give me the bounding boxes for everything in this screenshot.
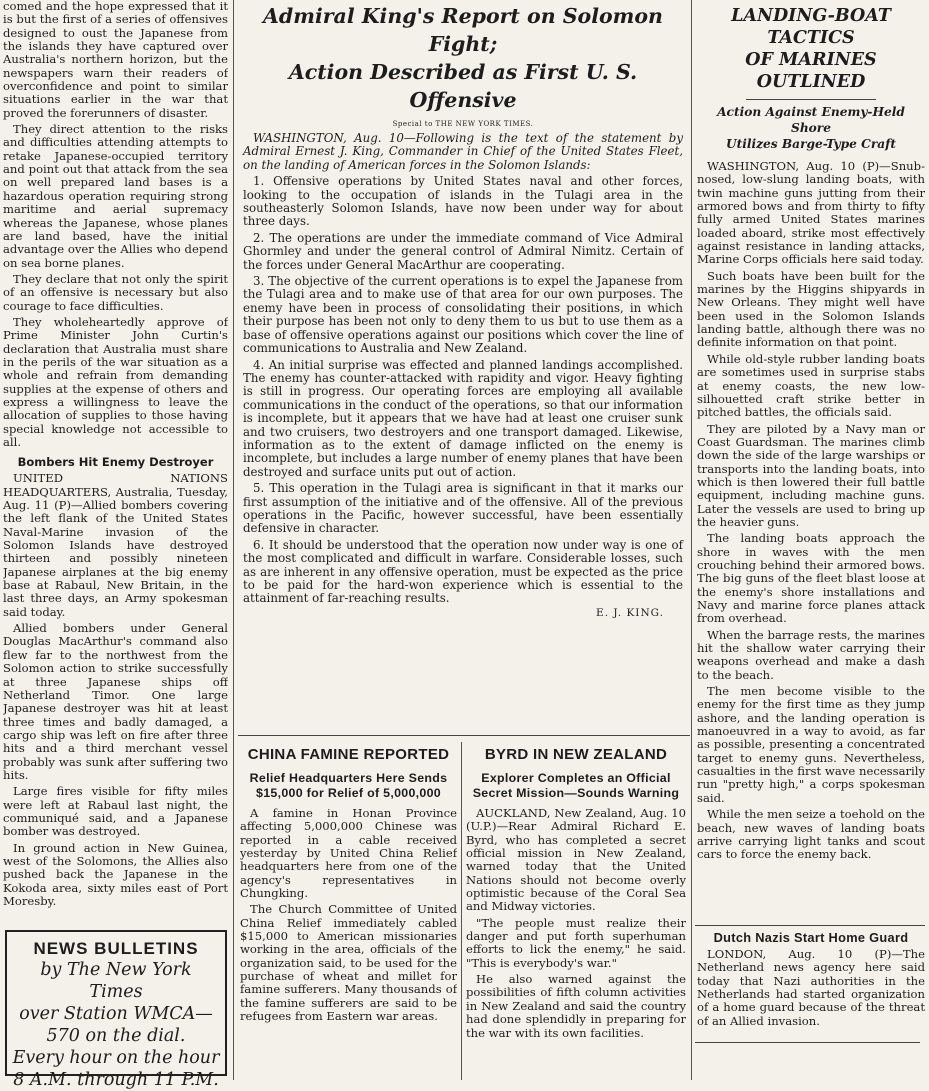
byrd-article-body	[466, 807, 686, 1040]
horizontal-rule	[695, 925, 925, 926]
paragraph: While the men seize a toehold on the beach, new waves of landing boats arrive carrying light tanks and scout cars to force the enemy back.	[697, 807, 925, 862]
bulletin-line: by The New York Times	[40, 960, 192, 1002]
horizontal-rule	[238, 735, 690, 736]
paragraph: A famine in Honan Province affecting 5,000,000 Chinese was reported in a cable received yesterday by United China Relief headquarters here from one of the agency's representatives in Chungking.	[240, 806, 457, 901]
numbered-point: 2. The operations are under the immediate command of Vice Admiral Ghormley and under the general control of Admiral Nimitz. Certain of the forces under General MacArthur are cooperating.	[243, 230, 683, 272]
landing-headline-2: OF MARINES OUTLINED	[745, 50, 877, 92]
landing-article-body	[697, 160, 925, 862]
paragraph: Such boats have been built for the marines by the Higgins shipyards in New Orleans. They might well have been used in the Solomon Islands landing battle, although there was no definite information on that point.	[697, 268, 925, 350]
king-headline-1: Admiral King's Report on Solomon Fight;	[263, 4, 663, 56]
left-column	[3, 0, 228, 928]
bulletin-line: 8 A.M. through 11 P.M.	[13, 1070, 219, 1090]
bulletin-title: NEWS BULLETINS	[33, 939, 199, 958]
landing-headline-1: LANDING-BOAT TACTICS	[731, 6, 891, 48]
paragraph: comed and the hope expressed that it is but the first of a series of offensives designed to oust the Japanese from the islands they have captured over Australia's northern horizon, but the newspapers warn their readers of overconfidence and point to similar situations earlier in the war that proved the forerunners of disaster.	[3, 0, 228, 120]
news-bulletins-box	[5, 930, 227, 1090]
paragraph: He also warned against the possibilities of fifth column activities in New Zealand and said the country had done splendidly in preparing for the war with its own facilities.	[466, 972, 686, 1040]
headline-rule	[746, 99, 876, 100]
horizontal-rule	[695, 1042, 920, 1043]
paragraph: "The people must realize their danger and put forth superhuman efforts to lick the enemy," he said. "This is everybody's war."	[466, 915, 686, 970]
china-headline: CHINA FAMINE REPORTED	[247, 746, 450, 763]
king-report-article	[240, 0, 686, 730]
paragraph: The men become visible to the enemy for the first time as they jump ashore, and the landing operation is manoeuvred in a way to avoid, as far as possible, presenting a concentrated target to enemy guns. Nevertheless, casualties in the first wave necessarily run "pretty high," a corps spokesman said.	[697, 684, 925, 805]
special-dispatch-line: Special to THE NEW YORK TIMES.	[392, 120, 534, 128]
paragraph: They wholeheartedly approve of Prime Minister John Curtin's declaration that Australia must share in the perils of the war situation as a whole and refrain from demanding supplies at the expense of others and express a willingness to leave the allocation of supplies to those having special knowledge not accessible to all.	[3, 314, 228, 449]
numbered-point: 6. It should be understood that the operation now under way is one of the most complicated and difficult in warfare. Considerable losses, such as are inherent in any offensive operation, must be expected as the price to be paid for the hard-won experience which is essential to the attainment of far-reaching results.	[243, 537, 683, 606]
paragraph: They are piloted by a Navy man or Coast Guardsman. The marines climb down the side of the large warships or transports into the landing boats, into which is then lowered their full battle equipment, including machine guns. Later the vessels are used to bring up the heavier guns.	[697, 421, 925, 529]
china-famine-article	[240, 742, 457, 1078]
dutch-article-body	[697, 948, 925, 1028]
bulletin-line: Every hour on the hour	[12, 1048, 220, 1068]
paragraph: When the barrage rests, the marines hit the shallow water carrying their weapons overhead and make a dash to the beach.	[697, 627, 925, 682]
bulletin-line: over Station WMCA—	[19, 1004, 213, 1024]
china-article-body	[240, 807, 457, 1024]
paragraph: UNITED NATIONS HEADQUARTERS, Australia, Tuesday, Aug. 11 (P)—Allied bombers covering the left flank of the United States Naval-Marine invasion of the Solomon Islands have destroyed thirteen and possibly nineteen Japanese airplanes at the big enemy base at Rabaul, New Britain, in the last three days, an Army spokesman said today.	[3, 471, 228, 619]
bombers-subhead: Bombers Hit Enemy Destroyer	[17, 455, 214, 470]
column-rule-mid-bottom	[461, 742, 462, 1080]
bulletin-line: 570 on the dial.	[46, 1026, 186, 1046]
byrd-headline: BYRD IN NEW ZEALAND	[484, 746, 668, 763]
king-headline-2: Action Described as First U. S. Offensive	[288, 60, 638, 112]
paragraph: They direct attention to the risks and difficulties attending attempts to retake Japanese-occupied territory and point out that attack from the sea on well prepared land bases is a hazardous operation requiring strong maritime and aerial supremacy whereas the Japanese, whose planes are land based, have the initial advantage over the Allies who depend on sea borne planes.	[3, 122, 228, 270]
landing-subhead-2: Utilizes Barge-Type Craft	[725, 137, 897, 151]
paragraph: WASHINGTON, Aug. 10 (P)—Snub-nosed, low-slung landing boats, with twin machine guns jutting from their armored bows and from thirty to fifty fully armed United States marines loaded aboard, strike most effectively against resistance in landing attacks, Marine Corps officials here said today.	[697, 159, 925, 267]
numbered-point: 5. This operation in the Tulagi area is significant in that it marks our first assumption of the initiative and of the offensive. All of the previous operations in the Pacific, however successful, have been essentially defensive in character.	[243, 481, 683, 536]
paragraph: They declare that not only the spirit of an offensive is necessary but also courage to face difficulties.	[3, 271, 228, 313]
numbered-point: 4. An initial surprise was effected and planned landings accomplished. The enemy has counter-attacked with rapidity and vigor. Heavy fighting is still in progress. Our operating forces are employing all available communications in the conduct of the operations, so that our information is incomplete, but it appears that we have had at least one cruiser sunk and two cruisers, two destroyers and one transport damaged. Likewise, information as to the extent of damage inflicted on the enemy is incomplete, but includes a large number of enemy planes that have been destroyed and surface units put out of action.	[243, 357, 683, 479]
numbered-point: 1. Offensive operations by United States naval and other forces, looking to the occupation of islands in the Tulagi area in the southeasterly Solomon Islands, have now been under way for about three days.	[243, 174, 683, 229]
paragraph: Allied bombers under General Douglas MacArthur's command also flew far to the northwest from the Solomon action to strike successfully at three Japanese ships off Netherland Timor. One large Japanese destroyer was hit at least three times and badly damaged, a cargo ship was left on fire after three hits and a third merchant vessel probably was sunk after suffering two hits.	[3, 621, 228, 782]
signature: E. J. KING.	[596, 606, 664, 619]
byrd-subhead: Explorer Completes an Official Secret Mission—Sounds Warning	[472, 771, 680, 800]
king-report-body	[240, 132, 686, 606]
paragraph: In ground action in New Guinea, west of the Solomons, the Allies also pushed back the Japanese in the Kokoda area, sixty miles east of Port Moresby.	[3, 840, 228, 908]
column-rule-right	[691, 0, 692, 1080]
dutch-headline: Dutch Nazis Start Home Guard	[713, 930, 909, 945]
intro-paragraph: WASHINGTON, Aug. 10—Following is the text of the statement by Admiral Ernest J. King, Commander in Chief of the United States Fleet, on the landing of American forces in the Solomon Islands:	[243, 131, 683, 172]
landing-boat-article	[697, 0, 925, 920]
paragraph: LONDON, Aug. 10 (P)—The Netherland news agency here said today that Nazi authorities in the Netherlands had started organization of a home guard because of the threat of an Allied invasion.	[697, 947, 925, 1028]
paragraph: The Church Committee of United China Relief immediately cabled $15,000 to American missionaries working in the area, officials of the organization said, to be used for the purchase of wheat and millet for famine sufferers. Many thousands of the famine sufferers are said to be refugees from Eastern war areas.	[240, 902, 457, 1024]
paragraph: The landing boats approach the shore in waves with the men crouching behind their armored bows. The big guns of the fleet blast loose at the enemy's shore installations and Navy and marine force planes attack from overhead.	[697, 531, 925, 626]
paragraph: While old-style rubber landing boats are sometimes used in surprise stabs at enemy coasts, the new low-silhouetted craft strike better in pitched battles, the officials said.	[697, 351, 925, 420]
landing-subhead-1: Action Against Enemy-Held Shore	[717, 105, 905, 135]
byrd-article	[466, 742, 686, 1078]
paragraph: Large fires visible for fifty miles were left at Rabaul last night, the communiqué said, and a Japanese bomber was destroyed.	[3, 784, 228, 839]
numbered-point: 3. The objective of the current operations is to expel the Japanese from the Tulagi area and to make use of that area for our own purposes. The enemy have been in process of consolidating their positions, in which their purpose has been not only to deny them to us but to use them as a base of offensive operations against our positions which cover the line of communications to Australia and New Zealand.	[243, 274, 683, 356]
paragraph: AUCKLAND, New Zealand, Aug. 10 (U.P.)—Rear Admiral Richard E. Byrd, who has completed a secret official mission in New Zealand, warned today that the United Nations should not become overly optimistic because of the Coral Sea and Midway victories.	[466, 806, 686, 914]
column-rule-left	[233, 0, 234, 1080]
bombers-article-body	[3, 472, 228, 908]
dutch-nazis-article	[697, 930, 925, 1040]
china-subhead: Relief Headquarters Here Sends $15,000 for Relief of 5,000,000	[249, 771, 448, 800]
left-article-body	[3, 0, 228, 449]
